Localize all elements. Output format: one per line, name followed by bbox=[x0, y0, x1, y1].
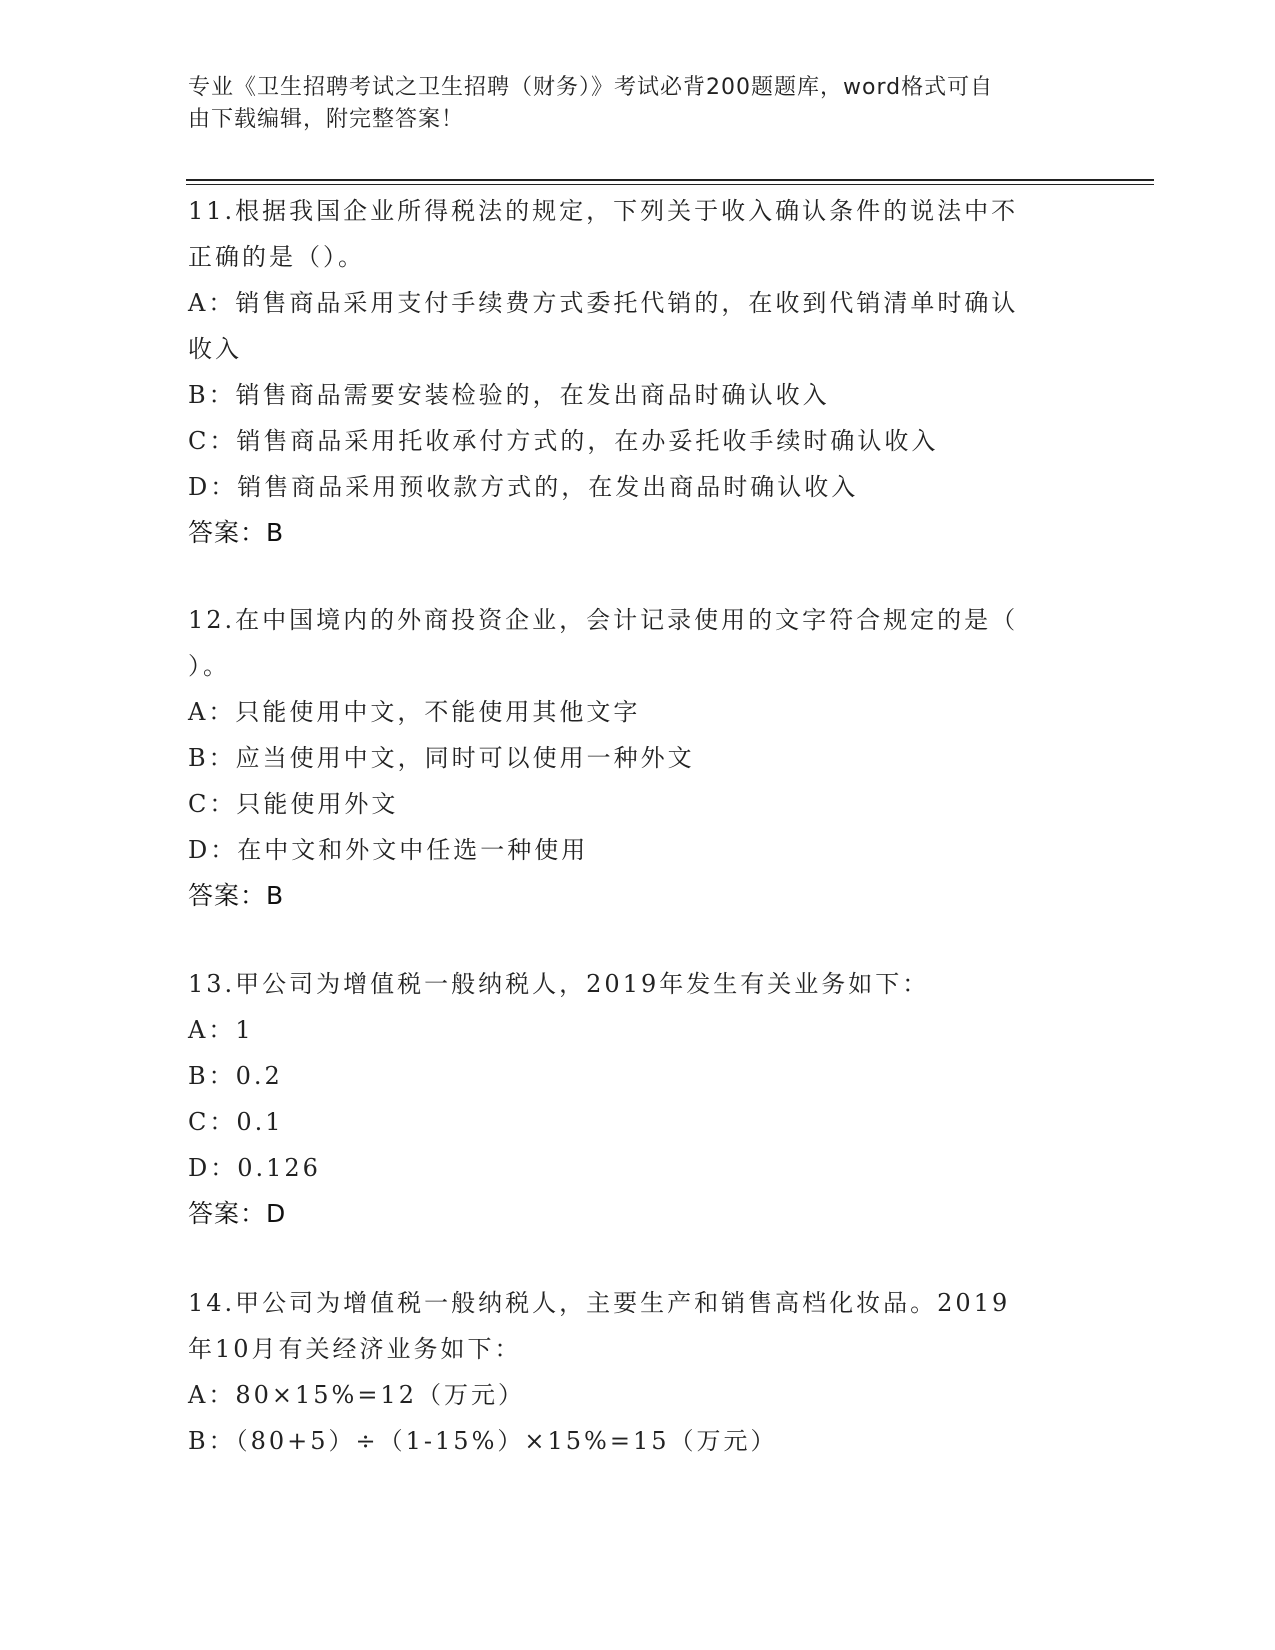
question-stem-line: 正确的是（）。 bbox=[188, 243, 365, 271]
option-a-continued: 收入 bbox=[188, 335, 242, 363]
header-line-1: 专业《卫生招聘考试之卫生招聘（财务）》考试必背200题题库，word格式可自 bbox=[188, 75, 994, 100]
document-header bbox=[188, 72, 1068, 136]
question-stem-line: 11.根据我国企业所得税法的规定，下列关于收入确认条件的说法中不 bbox=[188, 197, 1019, 225]
option-b: B：（80+5）÷（1-15%）×15%=15（万元） bbox=[188, 1427, 778, 1455]
question-stem-line: 年10月有关经济业务如下： bbox=[188, 1335, 522, 1363]
question-stem-line: 12.在中国境内的外商投资企业，会计记录使用的文字符合规定的是（ bbox=[188, 606, 1019, 634]
option-d: D：销售商品采用预收款方式的，在发出商品时确认收入 bbox=[188, 473, 859, 501]
option-b: B：销售商品需要安装检验的，在发出商品时确认收入 bbox=[188, 381, 830, 409]
question-14 bbox=[188, 1280, 1088, 1464]
option-c: C：0.1 bbox=[188, 1108, 284, 1136]
question-stem-line: ）。 bbox=[188, 652, 230, 680]
option-a: A：1 bbox=[188, 1016, 254, 1044]
option-d: D：在中文和外文中任选一种使用 bbox=[188, 836, 589, 864]
option-c: C：只能使用外文 bbox=[188, 790, 399, 818]
header-divider-thin bbox=[186, 184, 1154, 185]
answer-label: 答案：D bbox=[188, 1199, 287, 1228]
question-11 bbox=[188, 188, 1088, 556]
header-line-2: 由下载编辑，附完整答案！ bbox=[188, 107, 465, 132]
question-13 bbox=[188, 961, 1088, 1237]
option-b: B：应当使用中文，同时可以使用一种外文 bbox=[188, 744, 695, 772]
question-12 bbox=[188, 597, 1088, 919]
option-c: C：销售商品采用托收承付方式的，在办妥托收手续时确认收入 bbox=[188, 427, 939, 455]
answer-label: 答案：B bbox=[188, 518, 285, 547]
question-stem-line: 14.甲公司为增值税一般纳税人，主要生产和销售高档化妆品。2019 bbox=[188, 1289, 1011, 1317]
question-stem-line: 13.甲公司为增值税一般纳税人，2019年发生有关业务如下： bbox=[188, 970, 930, 998]
answer-label: 答案：B bbox=[188, 881, 285, 910]
option-a: A：80×15%=12（万元） bbox=[188, 1381, 525, 1409]
option-d: D：0.126 bbox=[188, 1154, 321, 1182]
option-a: A：只能使用中文，不能使用其他文字 bbox=[188, 698, 641, 726]
option-b: B：0.2 bbox=[188, 1062, 283, 1090]
header-divider-thick bbox=[186, 179, 1154, 181]
option-a: A：销售商品采用支付手续费方式委托代销的，在收到代销清单时确认 bbox=[188, 289, 1019, 317]
